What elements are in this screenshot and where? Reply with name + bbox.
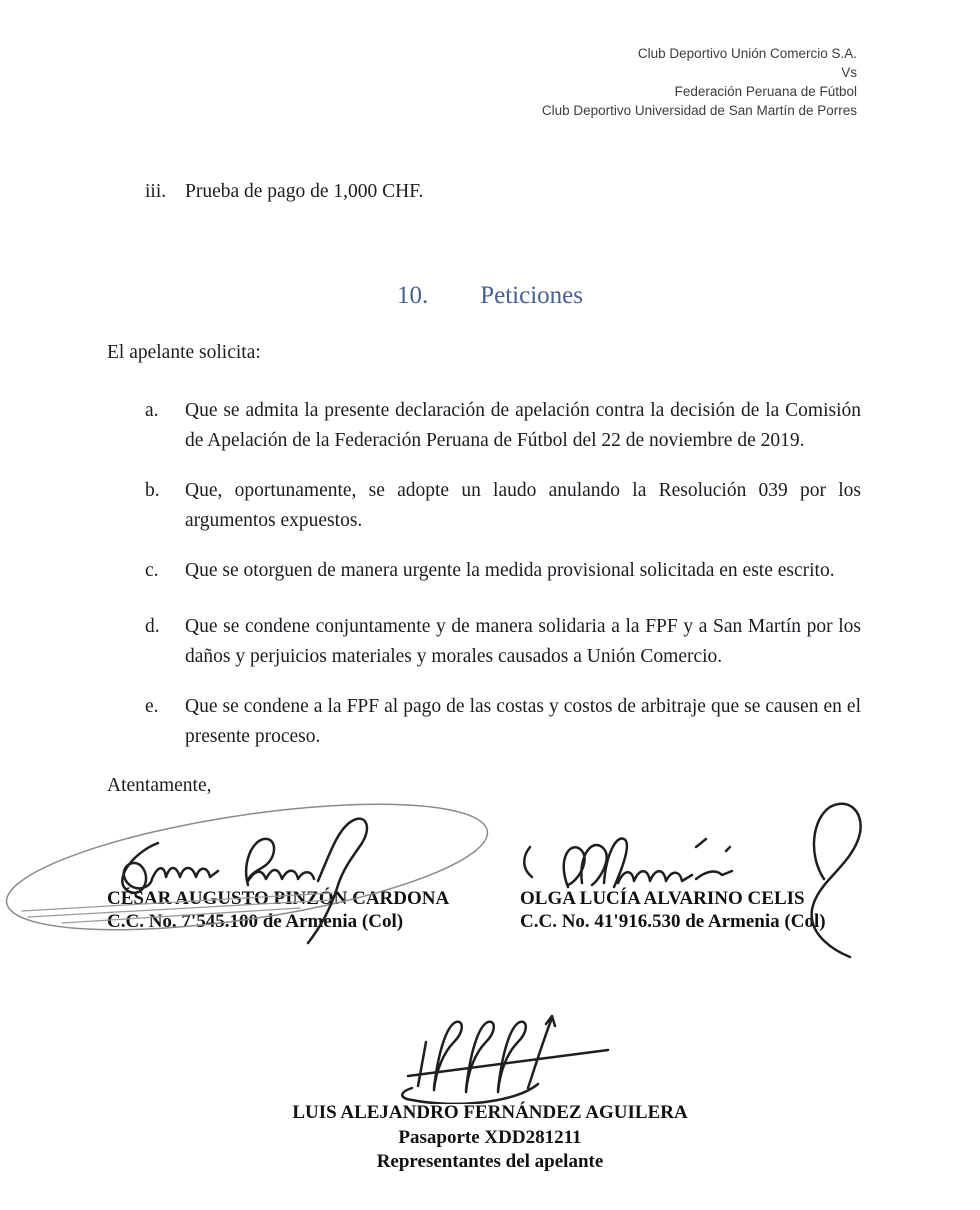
signature-olga-image (520, 795, 882, 963)
petition-text-d: Que se condene conjuntamente y de manera solidaria a la FPF y a San Martín por los daños y perjuicios materiales y morales causados a Unión Comercio. (185, 616, 861, 667)
petition-item-b (145, 476, 861, 536)
caption-line-respondent-1: Federación Peruana de Fútbol (674, 84, 857, 99)
petition-text-b: Que, oportunamente, se adopte un laudo anulando la Resolución 039 por los argumentos expuestos. (185, 480, 861, 531)
signatory-id: Pasaporte XDD281211 (398, 1126, 582, 1148)
petition-marker-d: d. (145, 616, 160, 637)
section-heading (0, 282, 980, 310)
signatory-block-cesar (107, 888, 449, 933)
signatory-role: Representantes del apelante (376, 1151, 604, 1172)
petition-text-e: Que se condene a la FPF al pago de las costas y costos de arbitraje que se causen en el presente proceso. (185, 696, 861, 747)
evidence-item-text: Prueba de pago de 1,000 CHF. (185, 181, 424, 202)
petition-marker-a: a. (145, 400, 159, 421)
petition-marker-b: b. (145, 480, 160, 501)
signature-luis-image (382, 992, 622, 1104)
evidence-item-marker: iii. (145, 181, 167, 202)
petition-item-c (145, 556, 861, 586)
signatory-id: C.C. No. 7'545.100 de Armenia (Col) (107, 910, 404, 932)
petition-item-e (145, 692, 861, 752)
signatory-name: OLGA LUCÍA ALVARINO CELIS (520, 888, 805, 909)
signatory-block-olga (520, 888, 826, 933)
signatory-block-luis (0, 1101, 980, 1175)
case-caption (542, 44, 857, 120)
section-title: Peticiones (480, 282, 583, 309)
petition-item-a (145, 396, 861, 456)
petition-marker-e: e. (145, 696, 159, 717)
petition-item-d (145, 612, 861, 672)
signature-luis-svg (382, 992, 622, 1104)
petition-marker-c: c. (145, 560, 159, 581)
signature-olga-svg (520, 795, 882, 963)
petition-text-c: Que se otorguen de manera urgente la medida provisional solicitada en este escrito. (185, 560, 835, 581)
intro-line: El apelante solicita: (107, 342, 261, 363)
caption-line-vs: Vs (841, 65, 857, 80)
caption-line-appellant: Club Deportivo Unión Comercio S.A. (637, 46, 857, 61)
closing-line: Atentamente, (107, 775, 212, 796)
evidence-item-iii (145, 181, 423, 203)
section-number: 10. (396, 282, 429, 309)
signatory-id: C.C. No. 41'916.530 de Armenia (Col) (520, 910, 826, 932)
signatory-name: LUIS ALEJANDRO FERNÁNDEZ AGUILERA (292, 1102, 688, 1123)
caption-line-respondent-2: Club Deportivo Universidad de San Martín de Porres (541, 103, 857, 118)
petition-text-a: Que se admita la presente declaración de apelación contra la decisión de la Comisión de Apelación de la Federación Peruana de Fútbol del 22 de noviembre de 2019. (185, 400, 861, 451)
signatory-name: CÉSAR AUGUSTO PINZÓN CARDONA (107, 888, 450, 909)
